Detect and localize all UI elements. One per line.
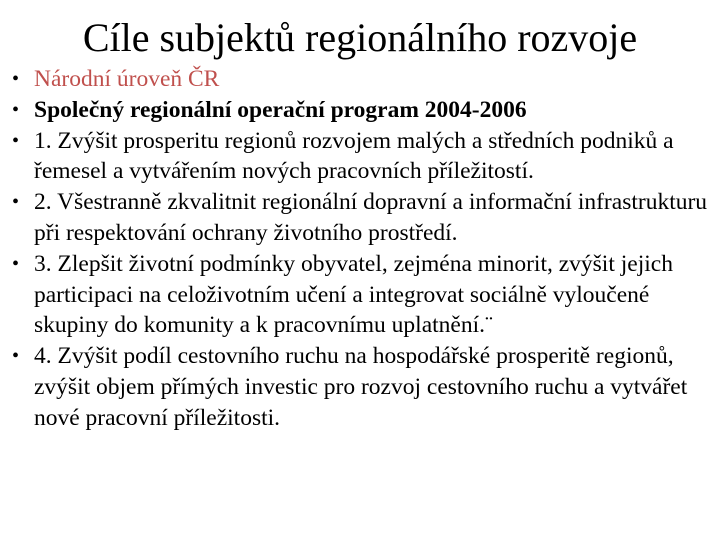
bullet-icon: • [12,68,20,90]
bullet-item-goal-3 [10,249,716,341]
bullet-item-goal-1 [10,126,716,188]
bullet-icon: • [12,191,20,214]
bullet-text: Národní úroveň ČR [34,66,220,92]
bullet-item-goal-2 [10,187,716,249]
bullet-text: 4. Zvýšit podíl cestovního ruchu na hospodářské prosperitě regionů, zvýšit objem přímých investic pro rozvoj cestovního ruchu a vytvářet nové pracovní příležitosti. [34,343,688,431]
bullet-icon: • [12,345,20,368]
slide-title: Cíle subjektů regionálního rozvoje [82,15,638,60]
bullet-icon: • [12,129,20,152]
bullet-icon: • [12,252,20,275]
bullet-text: 1. Zvýšit prosperitu regionů rozvojem malých a středních podniků a řemesel a vytvářením nových pracovních příležitostí. [34,127,674,185]
bullet-icon: • [12,98,20,121]
bullet-text: Společný regionální operační program 2004-2006 [34,96,527,123]
bullet-item-program [10,95,716,126]
bullet-item-national-level [10,64,716,95]
bullet-list [10,64,716,434]
bullet-text: 3. Zlepšit životní podmínky obyvatel, zejména minorit, zvýšit jejich participaci na celoživotním učení a integrovat sociálně vyloučené skupiny do komunity a k pracovnímu uplatnění.¨ [34,250,673,339]
bullet-item-goal-4 [10,341,716,433]
bullet-text: 2. Všestranně zkvalitnit regionální dopravní a informační infrastrukturu při respektování ochrany životního prostředí. [34,189,708,246]
